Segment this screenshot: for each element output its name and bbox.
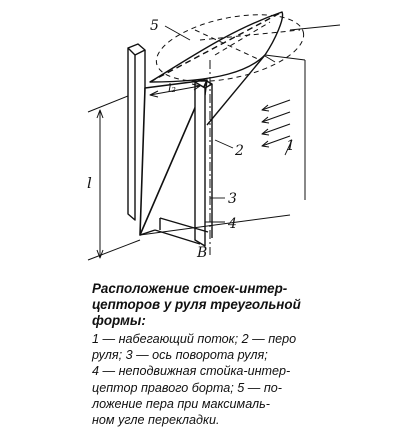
figure-caption (92, 281, 398, 428)
label-b: B (197, 245, 208, 261)
caption-title (92, 281, 398, 329)
caption-legend-line: 1 — набегающий поток; 2 — перо (92, 332, 297, 346)
caption-title-line: формы: (92, 313, 146, 328)
label-3: 3 (228, 191, 237, 207)
caption-legend-line: ложение пера при максималь- (92, 396, 270, 411)
label-4: 4 (228, 216, 237, 232)
label-5: 5 (150, 18, 159, 34)
caption-title-line: цепторов у руля треугольной (92, 297, 301, 312)
caption-legend-line: 4 — неподвижная стойка-интер- (92, 364, 291, 379)
label-l2: l₂ (168, 82, 176, 95)
label-1: 1 (286, 138, 295, 154)
caption-legend-line: руля; 3 — ось поворота руля; (92, 348, 268, 363)
caption-legend (92, 331, 398, 428)
caption-legend-line: ном угле перекладки. (92, 413, 220, 428)
label-2: 2 (235, 143, 244, 159)
label-l: l (87, 174, 92, 192)
caption-title-line: Расположение стоек-интер- (92, 281, 288, 296)
caption-legend-line: цептор правого борта; 5 — по- (92, 380, 282, 395)
